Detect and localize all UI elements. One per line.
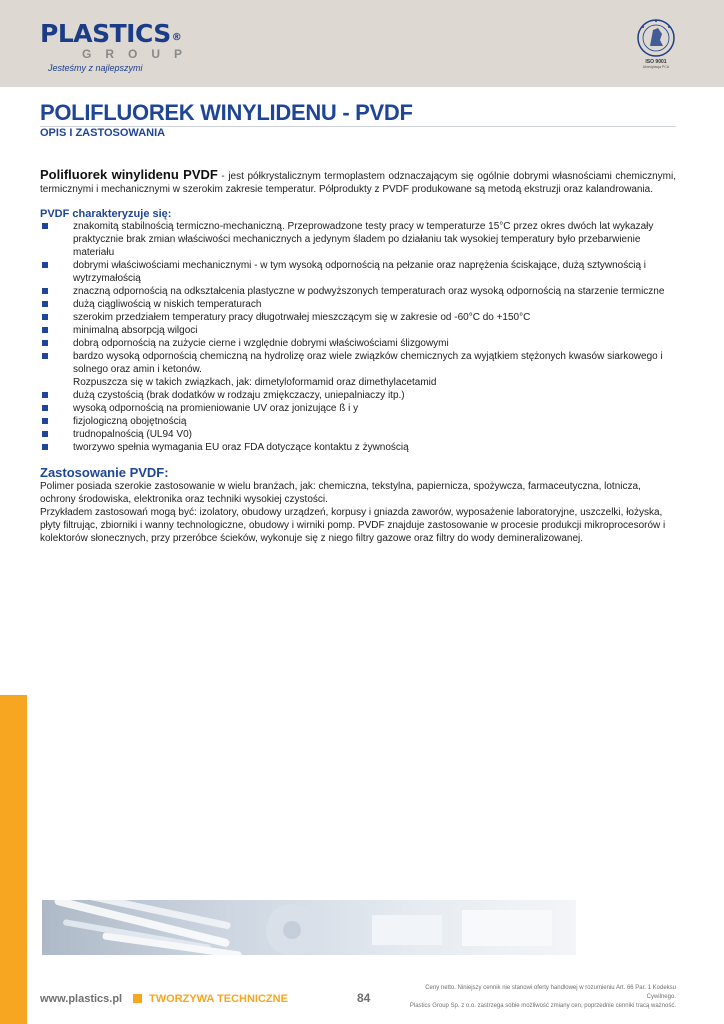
- list-item: dużą ciągliwością w niskich temperaturach: [40, 298, 676, 311]
- company-logo: [40, 19, 197, 76]
- legal-notice: [400, 984, 676, 1011]
- applications-heading: Zastosowanie PVDF:: [40, 465, 169, 480]
- logo-group-text: GROUP: [82, 47, 197, 61]
- list-item: bardzo wysoką odpornością chemiczną na hydrolizę oraz wiele związków chemicznych za wyjątkiem stężonych kwasów siarkowego i solnego oraz amin i ketonów.: [40, 350, 676, 376]
- intro-paragraph: [40, 168, 676, 196]
- legal-line-1: Ceny netto. Niniejszy cennik nie stanowi oferty handlowej w rozumieniu Art. 66 Par. 1 Kodeksu Cywilnego.: [425, 985, 676, 1000]
- pipes-image-icon: [42, 900, 576, 955]
- iso-accreditation: Akredytacja PCA: [642, 65, 670, 69]
- page-header: [0, 0, 724, 87]
- list-item: fizjologiczną obojętnością: [40, 415, 676, 428]
- list-item: szerokim przedziałem temperatury pracy długotrwałej mieszczącym się w zakresie od -60°C do +150°C: [40, 311, 676, 324]
- list-item-continuation: Rozpuszcza się w takich związkach, jak: dimetyloformamid oraz dimethylacetamid: [73, 377, 437, 388]
- footer-url[interactable]: www.plastics.pl: [40, 993, 123, 1005]
- iso-seal-icon: [636, 18, 676, 58]
- logo-wordmark: PLASTICS: [40, 19, 171, 48]
- footer-square-icon: [133, 994, 142, 1003]
- bullet-square-icon: [42, 288, 48, 294]
- bullet-square-icon: [42, 301, 48, 307]
- side-accent-bar: [0, 695, 27, 1024]
- bullet-square-icon: [42, 327, 48, 333]
- bullet-square-icon: [42, 431, 48, 437]
- main-content: [40, 168, 676, 545]
- bullet-square-icon: [42, 405, 48, 411]
- list-item: znakomitą stabilnością termiczno-mechaniczną. Przeprowadzone testy pracy w temperaturze 15°C przez okres dwóch lat wykazały praktycznie brak zmian właściwości mechanicznych a jedynym śladem po działaniu tak wysokiej temperatury było przebarwienie materiału: [40, 220, 676, 259]
- bullet-square-icon: [42, 314, 48, 320]
- characteristics-heading: PVDF charakteryzuje się:: [40, 208, 172, 220]
- applications-text: Polimer posiada szerokie zastosowanie w wielu branżach, jak: chemiczna, tekstylna, papiernicza, spożywcza, farmaceutyczna, lotnicza, ochrony środowiska, elektronika oraz techniki wysokiej czystości.: [40, 481, 641, 505]
- list-item: minimalną absorpcją wilgoci: [40, 324, 676, 337]
- bullet-square-icon: [42, 262, 48, 268]
- bullet-square-icon: [42, 392, 48, 398]
- applications-examples: Przykładem zastosowań mogą być: izolatory, obudowy urządzeń, korpusy i gniazda zaworów, wyposażenie laboratoryjne, uszczelki, łożyska, płyty filtrując, zbiorniki i wanny technologiczne, obudowy i wirniki pomp. PVDF znajduje zastosowanie w procesie produkcji mikroprocesorów i kolektorów słonecznych, przy przeróbce ścieków, wykonuje się z niego filtry gazowe oraz filtry do wody demineralizowanej.: [40, 507, 666, 544]
- list-item: trudnopalnością (UL94 V0): [40, 428, 676, 441]
- bullet-square-icon: [42, 353, 48, 359]
- legal-line-2: Plastics Group Sp. z o.o. zastrzega sobie możliwość zmiany cen, poprzednie cenniki tracą ważność.: [409, 1003, 676, 1009]
- bullet-square-icon: [42, 223, 48, 229]
- list-item: dobrymi właściwościami mechanicznymi - w tym wysoką odpornością na pełzanie oraz naprężenia ściskające, dużą sztywnością i wytrzymałością: [40, 259, 676, 285]
- list-item: znaczną odpornością na odkształcenia plastyczne w podwyższonych temperaturach oraz wysoką odpornością na starzenie termiczne: [40, 285, 676, 298]
- list-item: wysoką odpornością na promieniowanie UV oraz jonizujące ß i y: [40, 402, 676, 415]
- logo-slogan: Jesteśmy z najlepszymi: [48, 63, 143, 73]
- bullet-square-icon: [42, 444, 48, 450]
- iso-label: ISO 9001: [645, 59, 667, 65]
- intro-text: - jest półkrystalicznym termoplastem odznaczającym się ogólnie dobrymi własnościami chemicznymi, termicznymi i mechanicznymi w szerokim zakresie temperatur. Półprodukty z PVDF produkowane są metodą ekstruzji oraz kalandrowania.: [40, 171, 676, 195]
- bullet-square-icon: [42, 418, 48, 424]
- page-number: 84: [357, 991, 371, 1005]
- list-item: dobrą odpornością na zużycie cierne i względnie dobrymi właściwościami ślizgowymi: [40, 337, 676, 350]
- product-photo: [42, 900, 576, 955]
- bullet-square-icon: [42, 340, 48, 346]
- list-item: tworzywo spełnia wymagania EU oraz FDA dotyczące kontaktu z żywnością: [40, 441, 676, 454]
- page-title: POLIFLUOREK WINYLIDENU - PVDF: [40, 100, 413, 125]
- page-subtitle: OPIS I ZASTOSOWANIA: [40, 127, 166, 139]
- iso-certificate-badge: [636, 18, 676, 74]
- intro-lead: Polifluorek winylidenu PVDF: [40, 167, 218, 182]
- footer-section-label: TWORZYWA TECHNICZNE: [149, 993, 288, 1005]
- list-item: dużą czystością (brak dodatków w rodzaju zmiękczaczy, uniepalniaczy itp.): [40, 389, 676, 402]
- registered-mark: ®: [171, 32, 182, 43]
- characteristics-list: [40, 220, 676, 454]
